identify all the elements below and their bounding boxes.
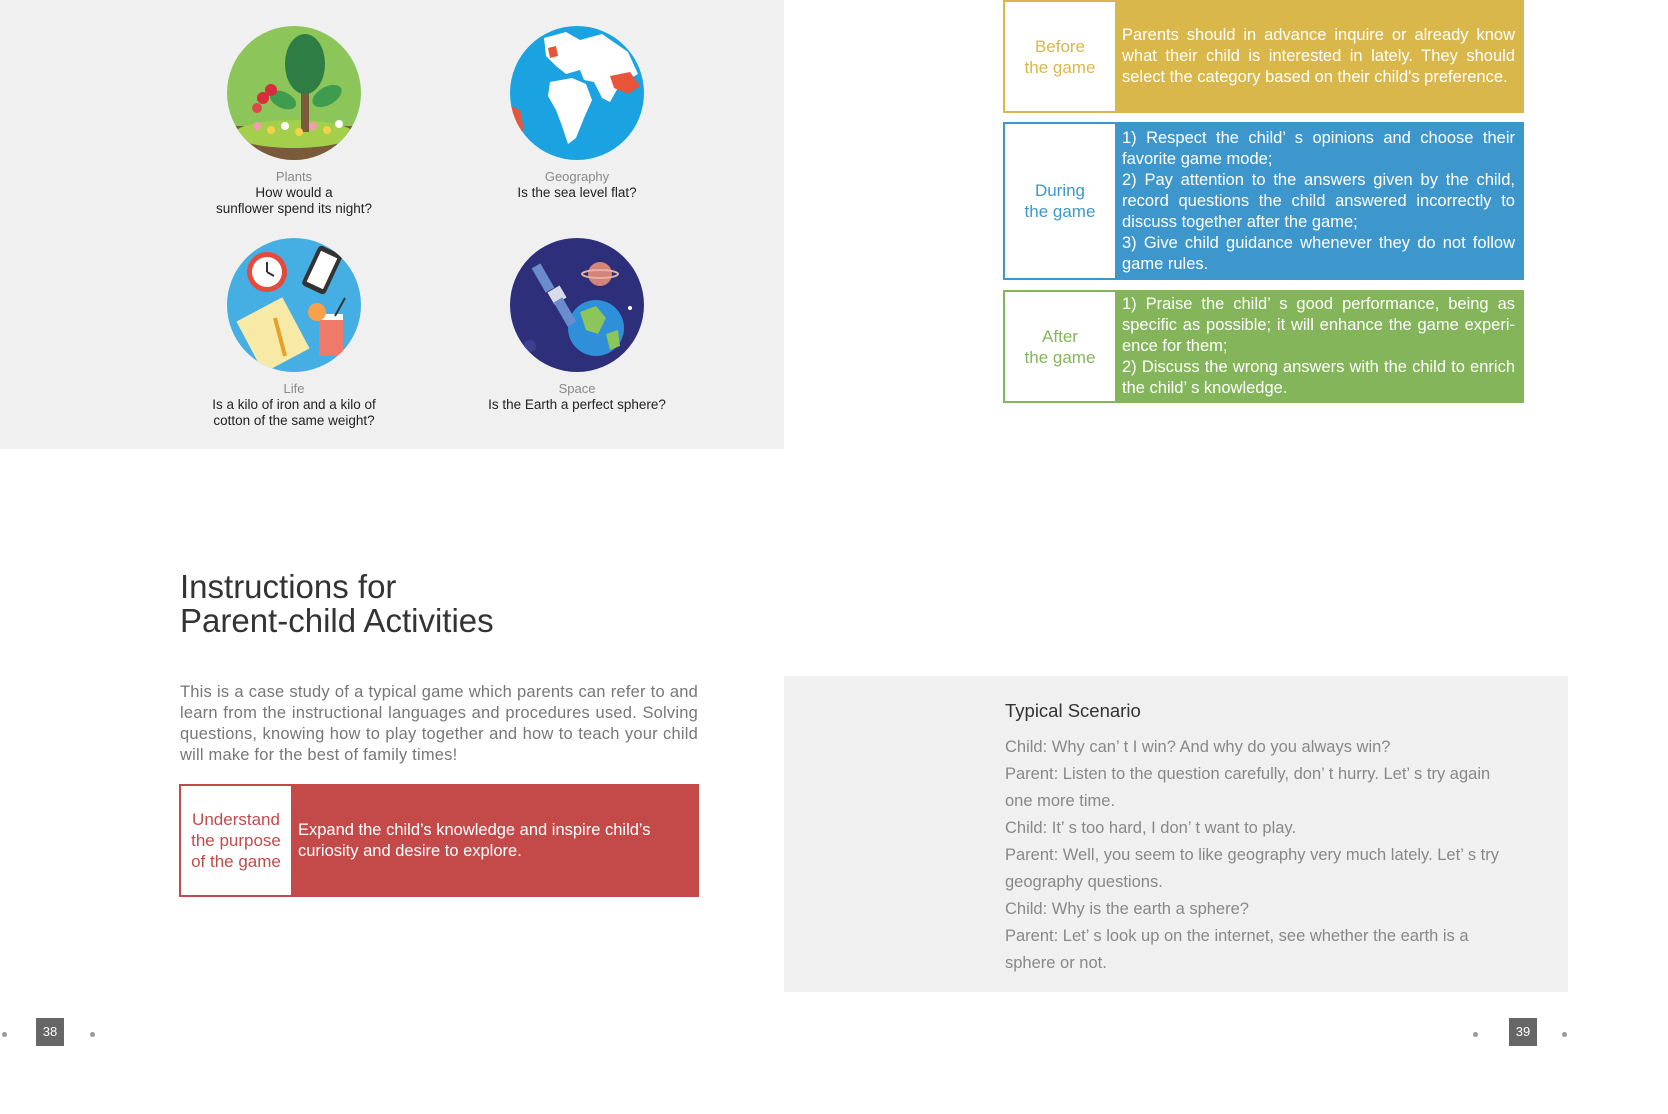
purpose-box <box>179 784 699 897</box>
during-game-label: During the game <box>1005 124 1115 278</box>
section-title <box>180 570 494 638</box>
page-dot <box>2 1032 7 1037</box>
globe-icon <box>510 26 644 160</box>
page-number-right: 39 <box>1509 1018 1537 1046</box>
dialogue-line: Parent: Listen to the question carefully, don’ t hurry. Let’ s try again one more time. <box>1005 765 1491 810</box>
before-game-box <box>1003 0 1524 113</box>
category-name: Geography <box>544 169 610 184</box>
after-game-label: After the game <box>1005 292 1115 401</box>
category-name: Life <box>283 381 305 396</box>
dialogue-line: Parent: Let’ s look up on the internet, see whether the earth is a sphere or not. <box>1005 927 1469 972</box>
before-game-label: Before the game <box>1005 2 1115 111</box>
purpose-label: Understand the purpose of the game <box>181 786 291 895</box>
category-plants[interactable] <box>174 26 414 217</box>
category-question: Is the sea level flat? <box>517 185 637 200</box>
purpose-body <box>291 786 697 895</box>
during-game-box <box>1003 122 1524 280</box>
after-game-text: 1) Praise the child’ s good performance, being as specific as possible; it will enhance the game experi-ence for them; 2) Discuss the wrong answers with the child to enrich the child’ s knowledge. <box>1122 295 1515 397</box>
section-intro: This is a case study of a typical game which parents can refer to and learn from the instructional languages and procedures used. Solving questions, knowing how to play together and how to teach your child will make for the best of family times! <box>180 683 698 764</box>
scenario-dialogue <box>1005 734 1521 977</box>
purpose-text: Expand the child’s knowledge and inspire child’s curiosity and desire to explore. <box>298 821 651 860</box>
category-question: Is a kilo of iron and a kilo of cotton of the same weight? <box>212 397 376 428</box>
category-geography[interactable] <box>457 26 697 201</box>
page-dot <box>1473 1032 1478 1037</box>
space-icon <box>510 238 644 372</box>
life-icon <box>227 238 361 372</box>
page-dot <box>1562 1032 1567 1037</box>
before-game-body <box>1115 2 1522 111</box>
page-dot <box>90 1032 95 1037</box>
scenario-title: Typical Scenario <box>1005 700 1141 721</box>
section-title-line1: Instructions for <box>180 568 397 605</box>
plant-icon <box>227 26 361 160</box>
during-game-body <box>1115 124 1522 278</box>
category-space[interactable] <box>457 238 697 413</box>
dialogue-line: Parent: Well, you seem to like geography very much lately. Let’ s try geography questions. <box>1005 846 1499 891</box>
page-number-left: 38 <box>36 1018 64 1046</box>
during-game-text: 1) Respect the child’ s opinions and choose their favorite game mode; 2) Pay attention to the answers given by the child, record questions the child answered incorrectly to discuss together after the game; 3) Give child guidance whenever they do not follow game rules. <box>1122 128 1515 273</box>
after-game-box <box>1003 290 1524 403</box>
section-title-line2: Parent-child Activities <box>180 602 494 639</box>
category-panel <box>0 0 784 449</box>
category-question: How would a sunflower spend its night? <box>215 185 373 216</box>
category-name: Space <box>558 381 596 396</box>
after-game-body <box>1115 292 1522 401</box>
before-game-text: Parents should in advance inquire or already know what their child is interested in lately. They should select the category based on their child's preference. <box>1122 26 1515 86</box>
dialogue-line: Child: Why is the earth a sphere? <box>1005 900 1249 918</box>
category-question: Is the Earth a perfect sphere? <box>488 397 666 412</box>
dialogue-line: Child: Why can’ t I win? And why do you always win? <box>1005 738 1391 756</box>
dialogue-line: Child: It’ s too hard, I don’ t want to play. <box>1005 819 1297 837</box>
category-life[interactable] <box>174 238 414 429</box>
category-name: Plants <box>275 169 313 184</box>
